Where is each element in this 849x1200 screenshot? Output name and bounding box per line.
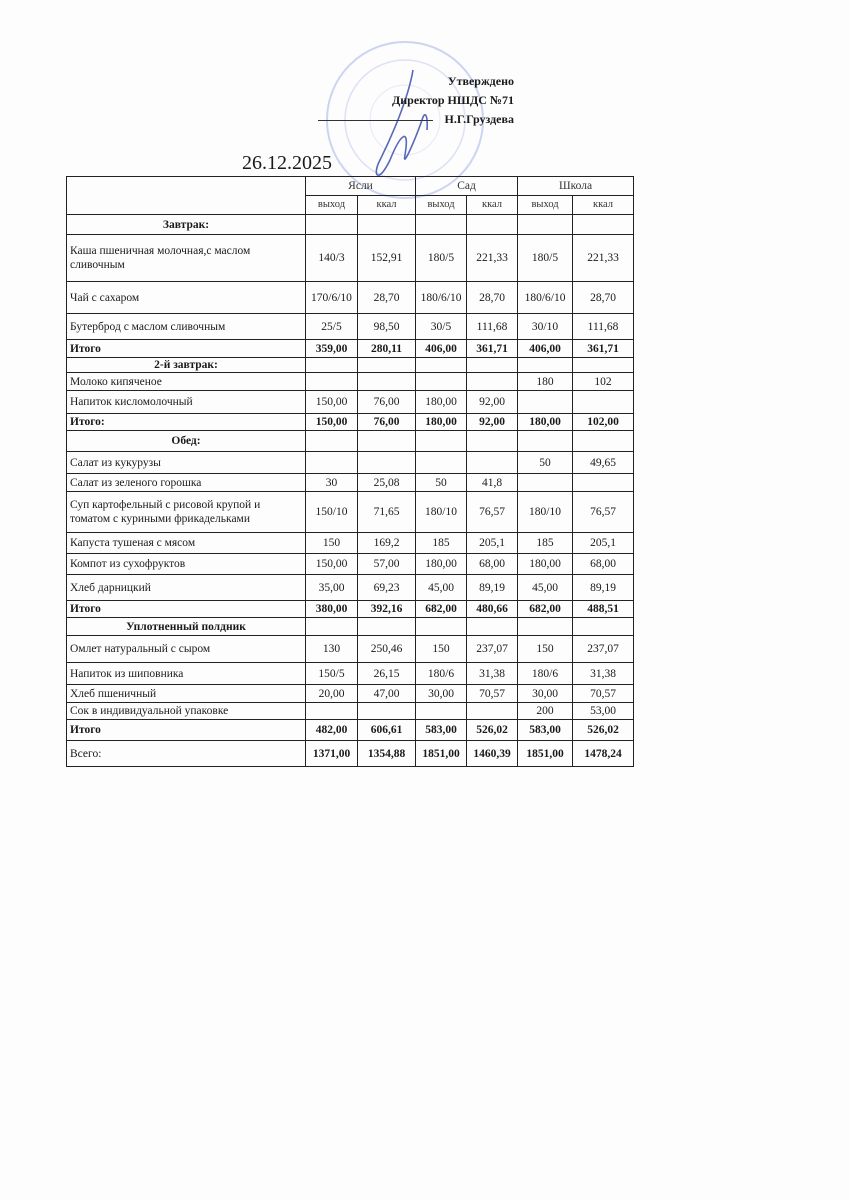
subheader-cell: выход: [306, 196, 358, 215]
table-row: [67, 282, 634, 314]
kcal-cell: 92,00: [467, 414, 518, 431]
yield-cell: 185: [416, 533, 467, 554]
table-row: [67, 452, 634, 474]
yield-cell: 583,00: [518, 720, 573, 741]
yield-cell: [518, 391, 573, 414]
dish-name: Омлет натуральный с сыром: [67, 636, 306, 663]
kcal-cell: 69,23: [358, 575, 416, 601]
dish-name: Хлеб дарницкий: [67, 575, 306, 601]
yield-cell: [306, 452, 358, 474]
header-groups-row: [67, 177, 634, 196]
kcal-cell: 111,68: [573, 314, 634, 340]
kcal-cell: 28,70: [358, 282, 416, 314]
kcal-cell: 28,70: [467, 282, 518, 314]
yield-cell: 150/5: [306, 663, 358, 685]
table-row: [67, 663, 634, 685]
total-row: [67, 720, 634, 741]
yield-cell: 180/6: [518, 663, 573, 685]
yield-cell: [518, 215, 573, 235]
kcal-cell: 98,50: [358, 314, 416, 340]
kcal-cell: [573, 431, 634, 452]
yield-cell: [306, 373, 358, 391]
yield-cell: 180/6/10: [518, 282, 573, 314]
kcal-cell: 361,71: [573, 340, 634, 358]
kcal-cell: [573, 215, 634, 235]
kcal-cell: [573, 391, 634, 414]
yield-cell: 180: [518, 373, 573, 391]
section-title: Уплотненный полдник: [67, 618, 306, 636]
kcal-cell: 361,71: [467, 340, 518, 358]
kcal-cell: 31,38: [467, 663, 518, 685]
section-row: [67, 358, 634, 373]
kcal-cell: 280,11: [358, 340, 416, 358]
kcal-cell: 1460,39: [467, 741, 518, 767]
yield-cell: 180/6: [416, 663, 467, 685]
kcal-cell: 76,00: [358, 414, 416, 431]
kcal-cell: 152,91: [358, 235, 416, 282]
header-empty-cell: [67, 177, 306, 215]
dish-name: Итого: [67, 340, 306, 358]
dish-name: Итого: [67, 720, 306, 741]
yield-cell: 150: [306, 533, 358, 554]
kcal-cell: 169,2: [358, 533, 416, 554]
yield-cell: 25/5: [306, 314, 358, 340]
kcal-cell: 89,19: [467, 575, 518, 601]
kcal-cell: 250,46: [358, 636, 416, 663]
kcal-cell: 47,00: [358, 685, 416, 703]
dish-name: Всего:: [67, 741, 306, 767]
table-row: [67, 533, 634, 554]
kcal-cell: 392,16: [358, 601, 416, 618]
dish-name: Салат из зеленого горошка: [67, 474, 306, 492]
dish-name: Компот из сухофруктов: [67, 554, 306, 575]
yield-cell: 180,00: [518, 414, 573, 431]
kcal-cell: [358, 373, 416, 391]
yield-cell: 50: [518, 452, 573, 474]
kcal-cell: 26,15: [358, 663, 416, 685]
kcal-cell: [467, 703, 518, 720]
yield-cell: 30,00: [416, 685, 467, 703]
table-row: [67, 235, 634, 282]
total-row: [67, 414, 634, 431]
yield-cell: [416, 358, 467, 373]
kcal-cell: 1478,24: [573, 741, 634, 767]
yield-cell: [518, 474, 573, 492]
kcal-cell: 205,1: [573, 533, 634, 554]
dish-name: Молоко кипяченое: [67, 373, 306, 391]
yield-cell: 380,00: [306, 601, 358, 618]
table-row: [67, 575, 634, 601]
kcal-cell: 57,00: [358, 554, 416, 575]
kcal-cell: 92,00: [467, 391, 518, 414]
dish-name: Капуста тушеная с мясом: [67, 533, 306, 554]
menu-table: [66, 176, 634, 767]
kcal-cell: 111,68: [467, 314, 518, 340]
yield-cell: [306, 358, 358, 373]
yield-cell: 180/10: [416, 492, 467, 533]
section-title: Обед:: [67, 431, 306, 452]
section-title: Завтрак:: [67, 215, 306, 235]
kcal-cell: 68,00: [573, 554, 634, 575]
yield-cell: 482,00: [306, 720, 358, 741]
yield-cell: [306, 215, 358, 235]
yield-cell: 406,00: [416, 340, 467, 358]
kcal-cell: 237,07: [573, 636, 634, 663]
yield-cell: 150,00: [306, 554, 358, 575]
total-row: [67, 340, 634, 358]
kcal-cell: 221,33: [573, 235, 634, 282]
yield-cell: 180,00: [416, 414, 467, 431]
yield-cell: 180/5: [416, 235, 467, 282]
section-row: [67, 215, 634, 235]
kcal-cell: [467, 373, 518, 391]
dish-name: Хлеб пшеничный: [67, 685, 306, 703]
kcal-cell: 31,38: [573, 663, 634, 685]
grand-total-row: [67, 741, 634, 767]
dish-name: Сок в индивидуальной упаковке: [67, 703, 306, 720]
yield-cell: 140/3: [306, 235, 358, 282]
table-row: [67, 314, 634, 340]
kcal-cell: [573, 618, 634, 636]
kcal-cell: [573, 474, 634, 492]
kcal-cell: [467, 452, 518, 474]
section-title: 2-й завтрак:: [67, 358, 306, 373]
yield-cell: 30/10: [518, 314, 573, 340]
group-header-yasli: Ясли: [306, 177, 416, 196]
approval-title: Утверждено: [447, 74, 514, 88]
kcal-cell: [467, 358, 518, 373]
table-row: [67, 636, 634, 663]
kcal-cell: [467, 215, 518, 235]
kcal-cell: 1354,88: [358, 741, 416, 767]
kcal-cell: [573, 358, 634, 373]
yield-cell: 180/5: [518, 235, 573, 282]
yield-cell: 180,00: [518, 554, 573, 575]
yield-cell: 20,00: [306, 685, 358, 703]
yield-cell: [416, 373, 467, 391]
dish-name: Напиток кисломолочный: [67, 391, 306, 414]
yield-cell: [416, 431, 467, 452]
kcal-cell: [358, 452, 416, 474]
yield-cell: 150: [416, 636, 467, 663]
group-header-sad: Сад: [416, 177, 518, 196]
yield-cell: [416, 452, 467, 474]
kcal-cell: 25,08: [358, 474, 416, 492]
kcal-cell: 480,66: [467, 601, 518, 618]
kcal-cell: 488,51: [573, 601, 634, 618]
kcal-cell: 76,00: [358, 391, 416, 414]
yield-cell: 35,00: [306, 575, 358, 601]
dish-name: Каша пшеничная молочная,с маслом сливочным: [67, 235, 306, 282]
kcal-cell: 70,57: [467, 685, 518, 703]
subheader-cell: выход: [518, 196, 573, 215]
table-row: [67, 474, 634, 492]
section-row: [67, 431, 634, 452]
subheader-cell: ккал: [573, 196, 634, 215]
yield-cell: 30,00: [518, 685, 573, 703]
kcal-cell: 237,07: [467, 636, 518, 663]
table-row: [67, 492, 634, 533]
subheader-cell: выход: [416, 196, 467, 215]
kcal-cell: 526,02: [467, 720, 518, 741]
kcal-cell: [358, 618, 416, 636]
yield-cell: 150,00: [306, 414, 358, 431]
yield-cell: 150: [518, 636, 573, 663]
kcal-cell: 70,57: [573, 685, 634, 703]
yield-cell: 682,00: [518, 601, 573, 618]
yield-cell: 180,00: [416, 391, 467, 414]
yield-cell: 1371,00: [306, 741, 358, 767]
dish-name: Бутерброд с маслом сливочным: [67, 314, 306, 340]
kcal-cell: 102,00: [573, 414, 634, 431]
kcal-cell: 71,65: [358, 492, 416, 533]
dish-name: Итого: [67, 601, 306, 618]
kcal-cell: [358, 358, 416, 373]
kcal-cell: 526,02: [573, 720, 634, 741]
yield-cell: [518, 431, 573, 452]
kcal-cell: [358, 431, 416, 452]
kcal-cell: [358, 215, 416, 235]
kcal-cell: 205,1: [467, 533, 518, 554]
yield-cell: [306, 618, 358, 636]
yield-cell: 150,00: [306, 391, 358, 414]
kcal-cell: 102: [573, 373, 634, 391]
yield-cell: 180/10: [518, 492, 573, 533]
kcal-cell: [467, 618, 518, 636]
kcal-cell: [467, 431, 518, 452]
yield-cell: 170/6/10: [306, 282, 358, 314]
kcal-cell: 221,33: [467, 235, 518, 282]
signature-line: [318, 120, 433, 121]
group-header-shkola: Школа: [518, 177, 634, 196]
yield-cell: [306, 431, 358, 452]
dish-name: Итого:: [67, 414, 306, 431]
subheader-cell: ккал: [467, 196, 518, 215]
kcal-cell: [358, 703, 416, 720]
yield-cell: 50: [416, 474, 467, 492]
yield-cell: 180,00: [416, 554, 467, 575]
yield-cell: 682,00: [416, 601, 467, 618]
table-row: [67, 373, 634, 391]
yield-cell: 200: [518, 703, 573, 720]
menu-date: 26.12.2025: [242, 152, 332, 174]
yield-cell: 45,00: [416, 575, 467, 601]
kcal-cell: 68,00: [467, 554, 518, 575]
yield-cell: 180/6/10: [416, 282, 467, 314]
kcal-cell: 41,8: [467, 474, 518, 492]
yield-cell: [306, 703, 358, 720]
yield-cell: 30: [306, 474, 358, 492]
yield-cell: [518, 618, 573, 636]
yield-cell: 406,00: [518, 340, 573, 358]
kcal-cell: 28,70: [573, 282, 634, 314]
approver-name: Н.Г.Груздева: [444, 112, 514, 126]
yield-cell: 45,00: [518, 575, 573, 601]
yield-cell: 130: [306, 636, 358, 663]
subheader-cell: ккал: [358, 196, 416, 215]
kcal-cell: 76,57: [467, 492, 518, 533]
table-row: [67, 391, 634, 414]
dish-name: Суп картофельный с рисовой крупой и томатом с куриными фрикадельками: [67, 492, 306, 533]
yield-cell: [416, 618, 467, 636]
yield-cell: 359,00: [306, 340, 358, 358]
yield-cell: [416, 703, 467, 720]
yield-cell: 185: [518, 533, 573, 554]
kcal-cell: 49,65: [573, 452, 634, 474]
dish-name: Чай с сахаром: [67, 282, 306, 314]
yield-cell: [518, 358, 573, 373]
table-row: [67, 703, 634, 720]
approver-position: Директор НШДС №71: [392, 93, 514, 107]
yield-cell: 150/10: [306, 492, 358, 533]
kcal-cell: 53,00: [573, 703, 634, 720]
total-row: [67, 601, 634, 618]
yield-cell: 583,00: [416, 720, 467, 741]
kcal-cell: 606,61: [358, 720, 416, 741]
yield-cell: 1851,00: [416, 741, 467, 767]
table-row: [67, 685, 634, 703]
section-row: [67, 618, 634, 636]
yield-cell: [416, 215, 467, 235]
table-row: [67, 554, 634, 575]
yield-cell: 30/5: [416, 314, 467, 340]
yield-cell: 1851,00: [518, 741, 573, 767]
dish-name: Напиток из шиповника: [67, 663, 306, 685]
kcal-cell: 89,19: [573, 575, 634, 601]
dish-name: Салат из кукурузы: [67, 452, 306, 474]
kcal-cell: 76,57: [573, 492, 634, 533]
